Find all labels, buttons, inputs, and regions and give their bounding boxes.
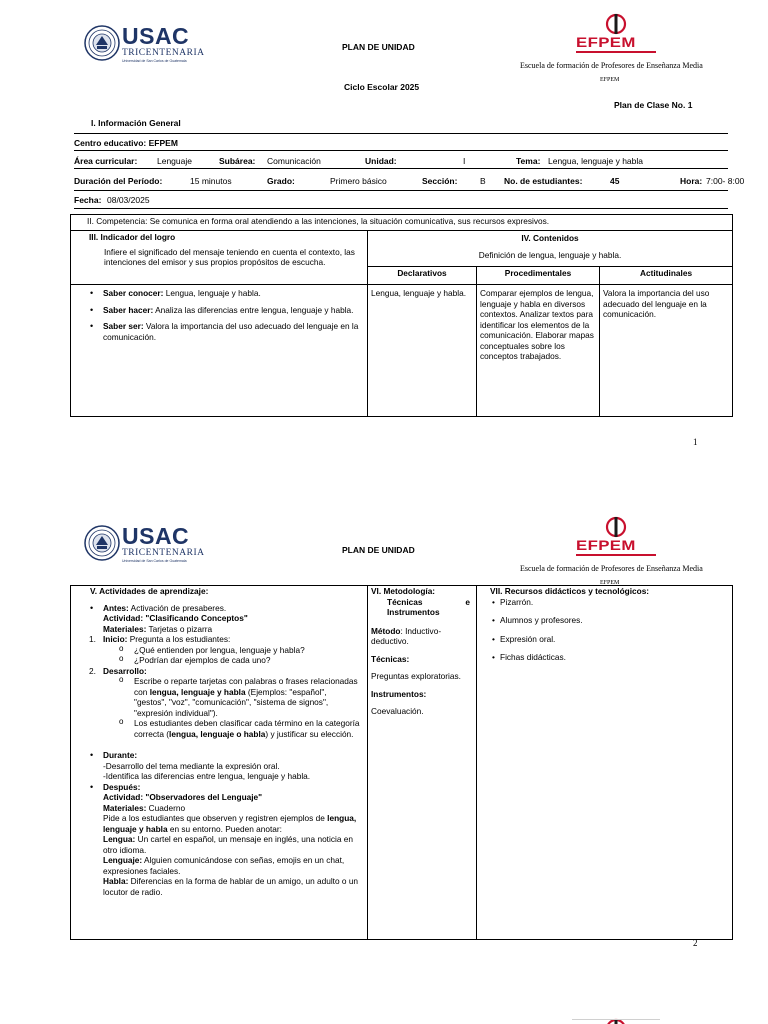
- usac-logo: [84, 23, 205, 65]
- habla-example: Habla: Diferencias en la forma de hablar de un amigo, un adulto o un locutor de radio.: [103, 876, 359, 897]
- metodologia-cell: [368, 586, 477, 940]
- usac-tagline: Universidad de San Carlos de Guatemala: [122, 559, 187, 563]
- col-procedimentales: Procedimentales: [477, 267, 600, 285]
- hora-value: 7:00- 8:00: [706, 176, 745, 186]
- efpem-wordmark: EFPEM: [576, 537, 636, 553]
- usac-subtitle: TRICENTENARIA: [122, 548, 205, 558]
- divider: [74, 150, 728, 151]
- section-general-info: I. Información General: [91, 118, 181, 128]
- lengua-example: Lengua: Un cartel en español, un mensaje en inglés, una noticia en otro idioma.: [103, 834, 353, 855]
- metodologia-head: VI. Metodología:: [371, 586, 436, 596]
- desarrollo-step-2: o Los estudiantes deben clasificar cada término en la categoría correcta (lengua, lenguaje o habla) y justificar su elección.: [74, 718, 361, 739]
- fecha-label: Fecha:: [74, 195, 102, 205]
- saberes-cell: [71, 285, 368, 417]
- duracion-label: Duración del Período:: [74, 176, 163, 186]
- actividad-2: Actividad: "Observadores del Lenguaje": [103, 792, 263, 802]
- doc-title: PLAN DE UNIDAD: [342, 42, 415, 52]
- cut-text: EFPEM: [600, 77, 620, 81]
- desarrollo-step-1: o Escribe o reparte tarjetas con palabras o frases relacionadas con lengua, lenguaje y habla (Ejemplos: "español", "gestos", "voz", "comunicación", "sistema de signos", "expresión individual").: [74, 676, 361, 718]
- actividad-1: Actividad: "Clasificando Conceptos": [103, 613, 248, 623]
- document-page-1: [0, 0, 768, 490]
- recurso-item: • Expresión oral.: [480, 634, 729, 645]
- subarea-label: Subárea:: [219, 156, 256, 166]
- divider: [74, 168, 728, 169]
- class-plan-number: Plan de Clase No. 1: [614, 100, 693, 110]
- recursos-list: [480, 597, 729, 663]
- saber-ser: • Saber ser: Valora la importancia del uso adecuado del lenguaje en la comunicación.: [74, 321, 359, 342]
- area-label: Área curricular:: [74, 156, 138, 166]
- pide-text: Pide a los estudiantes que observen y registren ejemplos de lengua, lenguaje y habla en su entorno. Pueden anotar:: [103, 813, 357, 834]
- document-page-3: [0, 1000, 768, 1024]
- seccion-value: B: [480, 176, 486, 186]
- efpem-logo: [572, 13, 660, 53]
- centro-educativo: Centro educativo: EFPEM: [74, 138, 178, 148]
- school-name: Escuela de formación de Profesores de Enseñanza Media: [520, 564, 703, 573]
- divider: [74, 208, 728, 209]
- usac-wordmark: USAC: [122, 23, 190, 49]
- actitudinales-cell: Valora la importancia del uso adecuado del lenguaje en la comunicación.: [600, 285, 733, 417]
- divider: [74, 190, 728, 191]
- estudiantes-value: 45: [610, 176, 620, 186]
- usac-subtitle: TRICENTENARIA: [122, 48, 205, 58]
- activities-table: [70, 585, 733, 940]
- tecnicas-label: Técnicas:: [371, 653, 410, 664]
- contenidos-def: Definición de lengua, lenguaje y habla.: [368, 249, 733, 267]
- competencia: II. Competencia: Se comunica en forma oral atendiendo a las intenciones, la situación comunicativa, sus recursos expresivos.: [71, 215, 733, 231]
- procedimentales-cell: Comparar ejemplos de lengua, lenguaje y habla en diversos contextos. Analizar textos para identificar los elementos de la comunicación. Elaborar mapas conceptuales sobre los conceptos trabajados.: [477, 285, 600, 417]
- indicador-head: III. Indicador del logro: [89, 232, 176, 242]
- usac-seal-icon: [84, 525, 120, 561]
- col-actitudinales: Actitudinales: [600, 267, 733, 285]
- tema-label: Tema:: [516, 156, 541, 166]
- recurso-item: • Fichas didácticas.: [480, 652, 729, 663]
- recurso-item: • Alumnos y profesores.: [480, 615, 729, 626]
- col-declarativos: Declarativos: [368, 267, 477, 285]
- efpem-underline: [576, 51, 656, 53]
- efpem-wordmark: EFPEM: [576, 34, 636, 50]
- estudiantes-label: No. de estudiantes:: [504, 176, 583, 186]
- seccion-label: Sección:: [422, 176, 458, 186]
- tecnicas-text: Preguntas exploratorias.: [371, 671, 461, 681]
- efpem-emblem-icon: [604, 13, 628, 35]
- tema-value: Lengua, lenguaje y habla: [548, 156, 643, 166]
- logo-border: [572, 1019, 660, 1020]
- antes-item: • Antes: Activación de presaberes.: [74, 603, 361, 614]
- area-value: Lenguaje: [157, 156, 192, 166]
- unidad-value: I: [463, 156, 466, 166]
- fecha-value: 08/03/2025: [107, 195, 150, 205]
- usac-tagline: Universidad de San Carlos de Guatemala: [122, 59, 187, 63]
- question-1: o ¿Qué entienden por lengua, lenguaje y habla?: [74, 645, 361, 656]
- metodo: Método: Inductivo-deductivo.: [371, 625, 442, 646]
- saber-hacer: • Saber hacer: Analiza las diferencias entre lengua, lenguaje y habla.: [74, 305, 359, 316]
- duracion-value: 15 minutos: [190, 176, 232, 186]
- usac-seal-icon: [84, 25, 120, 61]
- usac-wordmark: USAC: [122, 523, 190, 549]
- grado-value: Primero básico: [330, 176, 387, 186]
- desarrollo-item: 2. Desarrollo:: [89, 665, 147, 676]
- materiales-2: Materiales: Cuaderno: [103, 802, 186, 813]
- metodologia-sub: Técnicas e: [387, 596, 470, 607]
- doc-title: PLAN DE UNIDAD: [342, 545, 415, 555]
- durante-line-1: -Desarrollo del tema mediante la expresión oral.: [103, 760, 280, 771]
- subarea-value: Comunicación: [267, 156, 321, 166]
- durante-item: • Durante:: [74, 750, 361, 761]
- contenidos-head: IV. Contenidos: [368, 231, 733, 249]
- efpem-emblem-icon: [604, 516, 628, 538]
- recursos-cell: [477, 586, 733, 940]
- materiales-1: Materiales: Tarjetas o pizarra: [103, 623, 213, 634]
- durante-line-2: -Identifica las diferencias entre lengua, lenguaje y habla.: [103, 771, 311, 781]
- recurso-item: • Pizarrón.: [480, 597, 729, 608]
- instrumentos-text: Coevaluación.: [371, 706, 424, 716]
- school-name: Escuela de formación de Profesores de Enseñanza Media: [520, 61, 703, 70]
- metodologia-sub2: Instrumentos: [387, 607, 440, 617]
- divider: [74, 133, 728, 134]
- hora-label: Hora:: [680, 176, 703, 186]
- efpem-logo: [572, 516, 660, 556]
- actividades-cell: [71, 586, 368, 940]
- cut-text: EFPEM: [600, 580, 620, 584]
- indicador-cell: [71, 231, 368, 285]
- indicador-text: Infiere el significado del mensaje teniendo en cuenta el contexto, las intenciones del emisor y sus propios propósitos de escucha.: [104, 246, 355, 267]
- school-year: Ciclo Escolar 2025: [344, 82, 420, 92]
- actividades-head: V. Actividades de aprendizaje:: [90, 586, 209, 596]
- instrumentos-label: Instrumentos:: [371, 688, 427, 699]
- page-number: 2: [693, 938, 698, 948]
- unidad-label: Unidad:: [365, 156, 397, 166]
- page-number: 1: [693, 437, 698, 447]
- lenguaje-example: Lenguaje: Alguien comunicándose con señas, emojis en un chat, expresiones faciales.: [103, 855, 345, 876]
- saber-conocer: • Saber conocer: Lengua, lenguaje y habla.: [74, 288, 359, 299]
- despues-item: • Después:: [74, 782, 361, 793]
- declarativos-cell: Lengua, lenguaje y habla.: [368, 285, 477, 417]
- usac-logo: [84, 523, 205, 565]
- inicio-item: 1. Inicio: Pregunta a los estudiantes:: [89, 634, 231, 644]
- document-page-2: [0, 500, 768, 990]
- question-2: o ¿Podrían dar ejemplos de cada uno?: [74, 655, 361, 666]
- plan-table: [70, 214, 733, 417]
- efpem-underline: [576, 554, 656, 556]
- recursos-head: VII. Recursos didácticos y tecnológicos:: [490, 586, 650, 596]
- grado-label: Grado:: [267, 176, 295, 186]
